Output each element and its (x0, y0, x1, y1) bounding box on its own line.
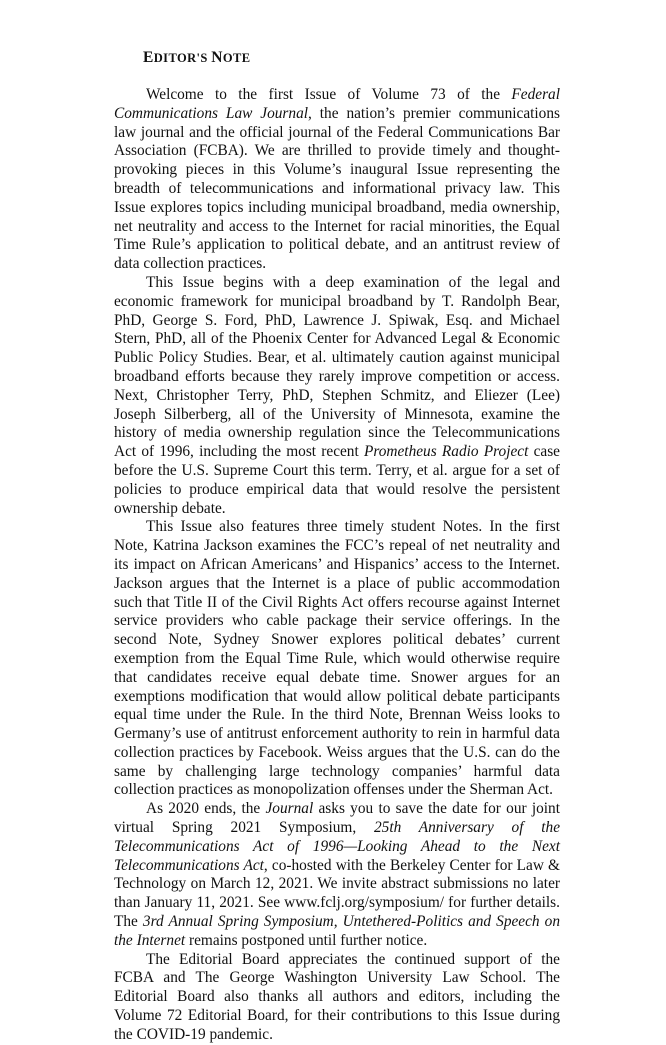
text-run: , the nation’s premier communications law journal and the official journal of the Federal Communications Bar Association (FCBA). We are thrilled to provide timely and thought-provoking pieces in this Volume’s inaugural Issue representing the breadth of telecommunications and informational privacy law. This Issue explores topics including municipal broadband, media ownership, net neutrality and access to the Internet for racial minorities, the Equal Time Rule’s application to political debate, and an antitrust review of data collection practices. (114, 104, 560, 273)
text-run: This Issue also features three timely student Notes. In the first Note, Katrina Jackson examines the FCC’s repeal of net neutrality and its impact on African Americans’ and Hispanics’ access to the Internet. Jackson argues that the Internet is a place of public accommodation such that Title II of the Civil Rights Act offers recourse against Internet service providers who cable package their service offerings. In the second Note, Sydney Snower explores political debates’ current exemption from the Equal Time Rule, which would otherwise require that candidates receive equal debate time. Snower argues for an exemptions modification that would allow political debate participants equal time under the Rule. In the third Note, Brennan Weiss looks to Germany’s use of antitrust enforcement authority to rein in harmful data collection practices by Facebook. Weiss argues that the U.S. can do the same by challenging large technology companies’ harmful data collection practices as monopolization offenses under the Sherman Act. (114, 518, 560, 799)
italic-text: Prometheus Radio Project (363, 443, 529, 461)
paragraph (114, 86, 560, 274)
text-run: Welcome to the first Issue of Volume 73 of the (146, 86, 512, 103)
italic-text: Journal (265, 800, 314, 818)
paragraph (114, 518, 560, 800)
text-run: , co-hosted with the Berkeley Center for Law & Technology on March 12, 2021. We invite abstract submissions no later than January 11, 2021. See www.fclj.org/symposium/ for further details. The (114, 856, 560, 931)
text-run: case before the U.S. Supreme Court this term. Terry, et al. argue for a set of policies to produce empirical data that would resolve the persistent ownership debate. (114, 443, 560, 517)
italic-text: 3rd Annual Spring Symposium, Untethered-Politics and Speech on the Internet (114, 913, 560, 949)
paragraph (114, 274, 560, 518)
text-run: As 2020 ends, the (146, 800, 266, 818)
paragraph (114, 800, 560, 950)
italic-text: Federal Communications Law Journal (114, 86, 560, 122)
text-run: asks you to save the date for our joint virtual Spring 2021 Symposium, (114, 800, 560, 837)
paragraph (114, 951, 560, 1045)
text-run: remains postponed until further notice. (185, 931, 428, 949)
text-run: The Editorial Board appreciates the continued support of the FCBA and The George Washington University Law School. The Editorial Board also thanks all authors and editors, including the Volume 72 Editorial Board, for their contributions to this Issue during the COVID-19 pandemic. (114, 950, 560, 1043)
italic-text: 25th Anniversary of the Telecommunications Act of 1996—Looking Ahead to the Next Telecommunications Act (114, 819, 560, 874)
body-text (114, 86, 560, 1045)
text-run: This Issue begins with a deep examination of the legal and economic framework for municipal broadband by T. Randolph Bear, PhD, George S. Ford, PhD, Lawrence J. Spiwak, Esq. and Michael Stern, PhD, all of the Phoenix Center for Advanced Legal & Economic Public Policy Studies. Bear, et al. ultimately caution against municipal broadband efforts because they rarely improve competition or access. Next, Christopher Terry, PhD, Stephen Schmitz, and Eliezer (Lee) Joseph Silberberg, all of the University of Minnesota, examine the history of media ownership regulation since the Telecommunications Act of 1996, including the most recent (114, 273, 560, 461)
page-heading: EDITOR'S NOTE (143, 49, 251, 66)
